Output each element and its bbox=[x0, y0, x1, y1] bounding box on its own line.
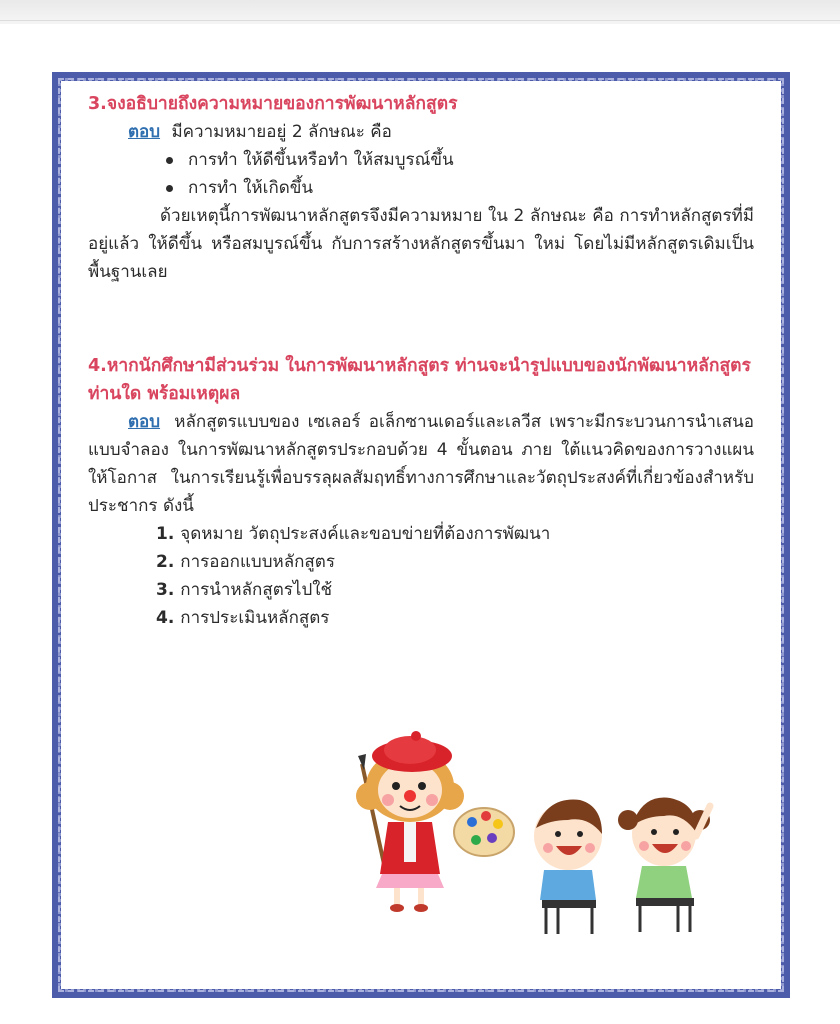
bullet-icon bbox=[166, 157, 173, 164]
step-text: การนำหลักสูตรไปใช้ bbox=[180, 580, 333, 600]
section-spacer bbox=[88, 286, 754, 352]
step-number: 4. bbox=[156, 608, 175, 628]
step-text: การออกแบบหลักสูตร bbox=[180, 552, 335, 572]
step-text: จุดหมาย วัตถุประสงค์และขอบข่ายที่ต้องการพัฒนา bbox=[180, 524, 551, 544]
answer-4-label: ตอบ bbox=[128, 412, 161, 432]
answer-4-paragraph bbox=[88, 408, 754, 520]
step-number: 2. bbox=[156, 552, 175, 572]
document-page bbox=[0, 24, 840, 1024]
document-content bbox=[88, 90, 754, 632]
step-number: 3. bbox=[156, 580, 175, 600]
answer-3-paragraph: ด้วยเหตุนี้การพัฒนาหลักสูตรจึงมีความหมาย ใน 2 ลักษณะ คือ การทำหลักสูตรที่มีอยู่แล้ว ให้ดีขึ้น หรือสมบูรณ์ขึ้น กับการสร้างหลักสูตรขึ้นมา ใหม่ โดยไม่มีหลักสูตรเดิมเป็นพื้นฐานเลย bbox=[88, 206, 754, 282]
viewer-top-bar bbox=[0, 0, 840, 21]
list-item bbox=[156, 520, 754, 548]
list-item bbox=[156, 576, 754, 604]
answer-4-steps bbox=[88, 520, 754, 632]
bullet-text: การทำ ให้เกิดขึ้น bbox=[188, 178, 314, 198]
question-3-title: 3.จงอธิบายถึงความหมายของการพัฒนาหลักสูตร bbox=[88, 94, 458, 114]
list-item bbox=[156, 548, 754, 576]
bullet-icon bbox=[166, 185, 173, 192]
step-text: การประเมินหลักสูตร bbox=[180, 608, 330, 628]
list-item bbox=[156, 604, 754, 632]
bullet-text: การทำ ให้ดีขึ้นหรือทำ ให้สมบูรณ์ขึ้น bbox=[188, 150, 454, 170]
step-number: 1. bbox=[156, 524, 175, 544]
answer-4-text: หลักสูตรแบบของ เซเลอร์ อเล็กซานเดอร์และเลวีส เพราะมีกระบวนการนำเสนอแบบจำลอง ในการพัฒนาหลักสูตรประกอบด้วย 4 ขั้นตอน ภาย ใต้แนวคิดของการวางแผน ให้โอกาส ในการเรียนรู้เพื่อบรรลุผลสัมฤทธิ์ทางการศึกษาและวัตถุประสงค์ที่เกี่ยวข้องสำหรับประชากร ดังนี้ bbox=[88, 412, 754, 516]
children-cheering-icon bbox=[518, 776, 718, 936]
answer-3-intro: มีความหมายอยู่ 2 ลักษณะ คือ bbox=[171, 122, 392, 142]
answer-3-intro-line bbox=[88, 118, 754, 146]
painter-girl-icon bbox=[352, 704, 522, 914]
list-item bbox=[188, 174, 754, 202]
list-item bbox=[188, 146, 754, 174]
question-4-title: 4.หากนักศึกษามีส่วนร่วม ในการพัฒนาหลักสูตร ท่านจะนำรูปแบบของนักพัฒนาหลักสูตรท่านใด พร้อมเหตุผล bbox=[88, 356, 751, 404]
answer-3-bullets bbox=[88, 146, 754, 202]
answer-3-label: ตอบ bbox=[128, 122, 161, 142]
